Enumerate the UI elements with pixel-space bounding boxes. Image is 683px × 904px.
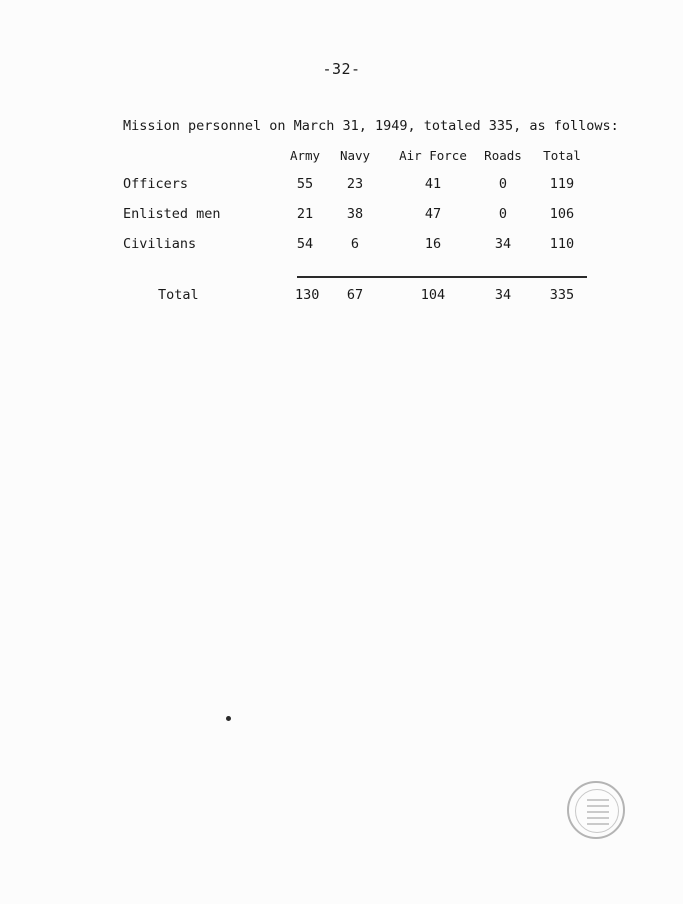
- cell-civilians-total: 110: [549, 236, 575, 252]
- cell-enlisted-navy: 38: [346, 206, 364, 222]
- cell-civilians-air-force: 16: [424, 236, 442, 252]
- cell-enlisted-roads: 0: [498, 206, 508, 222]
- ink-speck: [226, 716, 231, 721]
- row-label-enlisted-men: Enlisted men: [123, 206, 221, 222]
- cell-enlisted-total: 106: [549, 206, 575, 222]
- personnel-table: [0, 0, 683, 320]
- row-label-officers: Officers: [123, 176, 189, 192]
- cell-civilians-navy: 6: [350, 236, 360, 252]
- archive-stamp: [567, 781, 625, 839]
- header-navy: Navy: [339, 148, 371, 163]
- cell-officers-roads: 0: [498, 176, 508, 192]
- cell-officers-air-force: 41: [424, 176, 442, 192]
- cell-civilians-army: 54: [296, 236, 314, 252]
- page-number: -32-: [322, 60, 361, 78]
- cell-civilians-roads: 34: [494, 236, 512, 252]
- stamp-text-lines: [587, 799, 609, 825]
- cell-grand-total: 335: [549, 287, 575, 303]
- cell-officers-total: 119: [549, 176, 575, 192]
- cell-officers-army: 55: [296, 176, 314, 192]
- row-label-total: Total: [158, 287, 199, 303]
- intro-sentence: Mission personnel on March 31, 1949, totaled 335, as follows:: [123, 118, 619, 134]
- cell-total-air-force: 104: [420, 287, 446, 303]
- cell-officers-navy: 23: [346, 176, 364, 192]
- header-army: Army: [289, 148, 321, 163]
- cell-total-army: 130: [295, 287, 320, 303]
- header-air-force: Air Force: [399, 148, 467, 163]
- cell-enlisted-air-force: 47: [424, 206, 442, 222]
- cell-total-navy: 67: [346, 287, 364, 303]
- totals-rule: [297, 276, 587, 278]
- header-total: Total: [543, 148, 581, 163]
- header-roads: Roads: [484, 148, 522, 163]
- cell-total-roads: 34: [494, 287, 512, 303]
- cell-enlisted-army: 21: [296, 206, 314, 222]
- row-label-civilians: Civilians: [123, 236, 197, 252]
